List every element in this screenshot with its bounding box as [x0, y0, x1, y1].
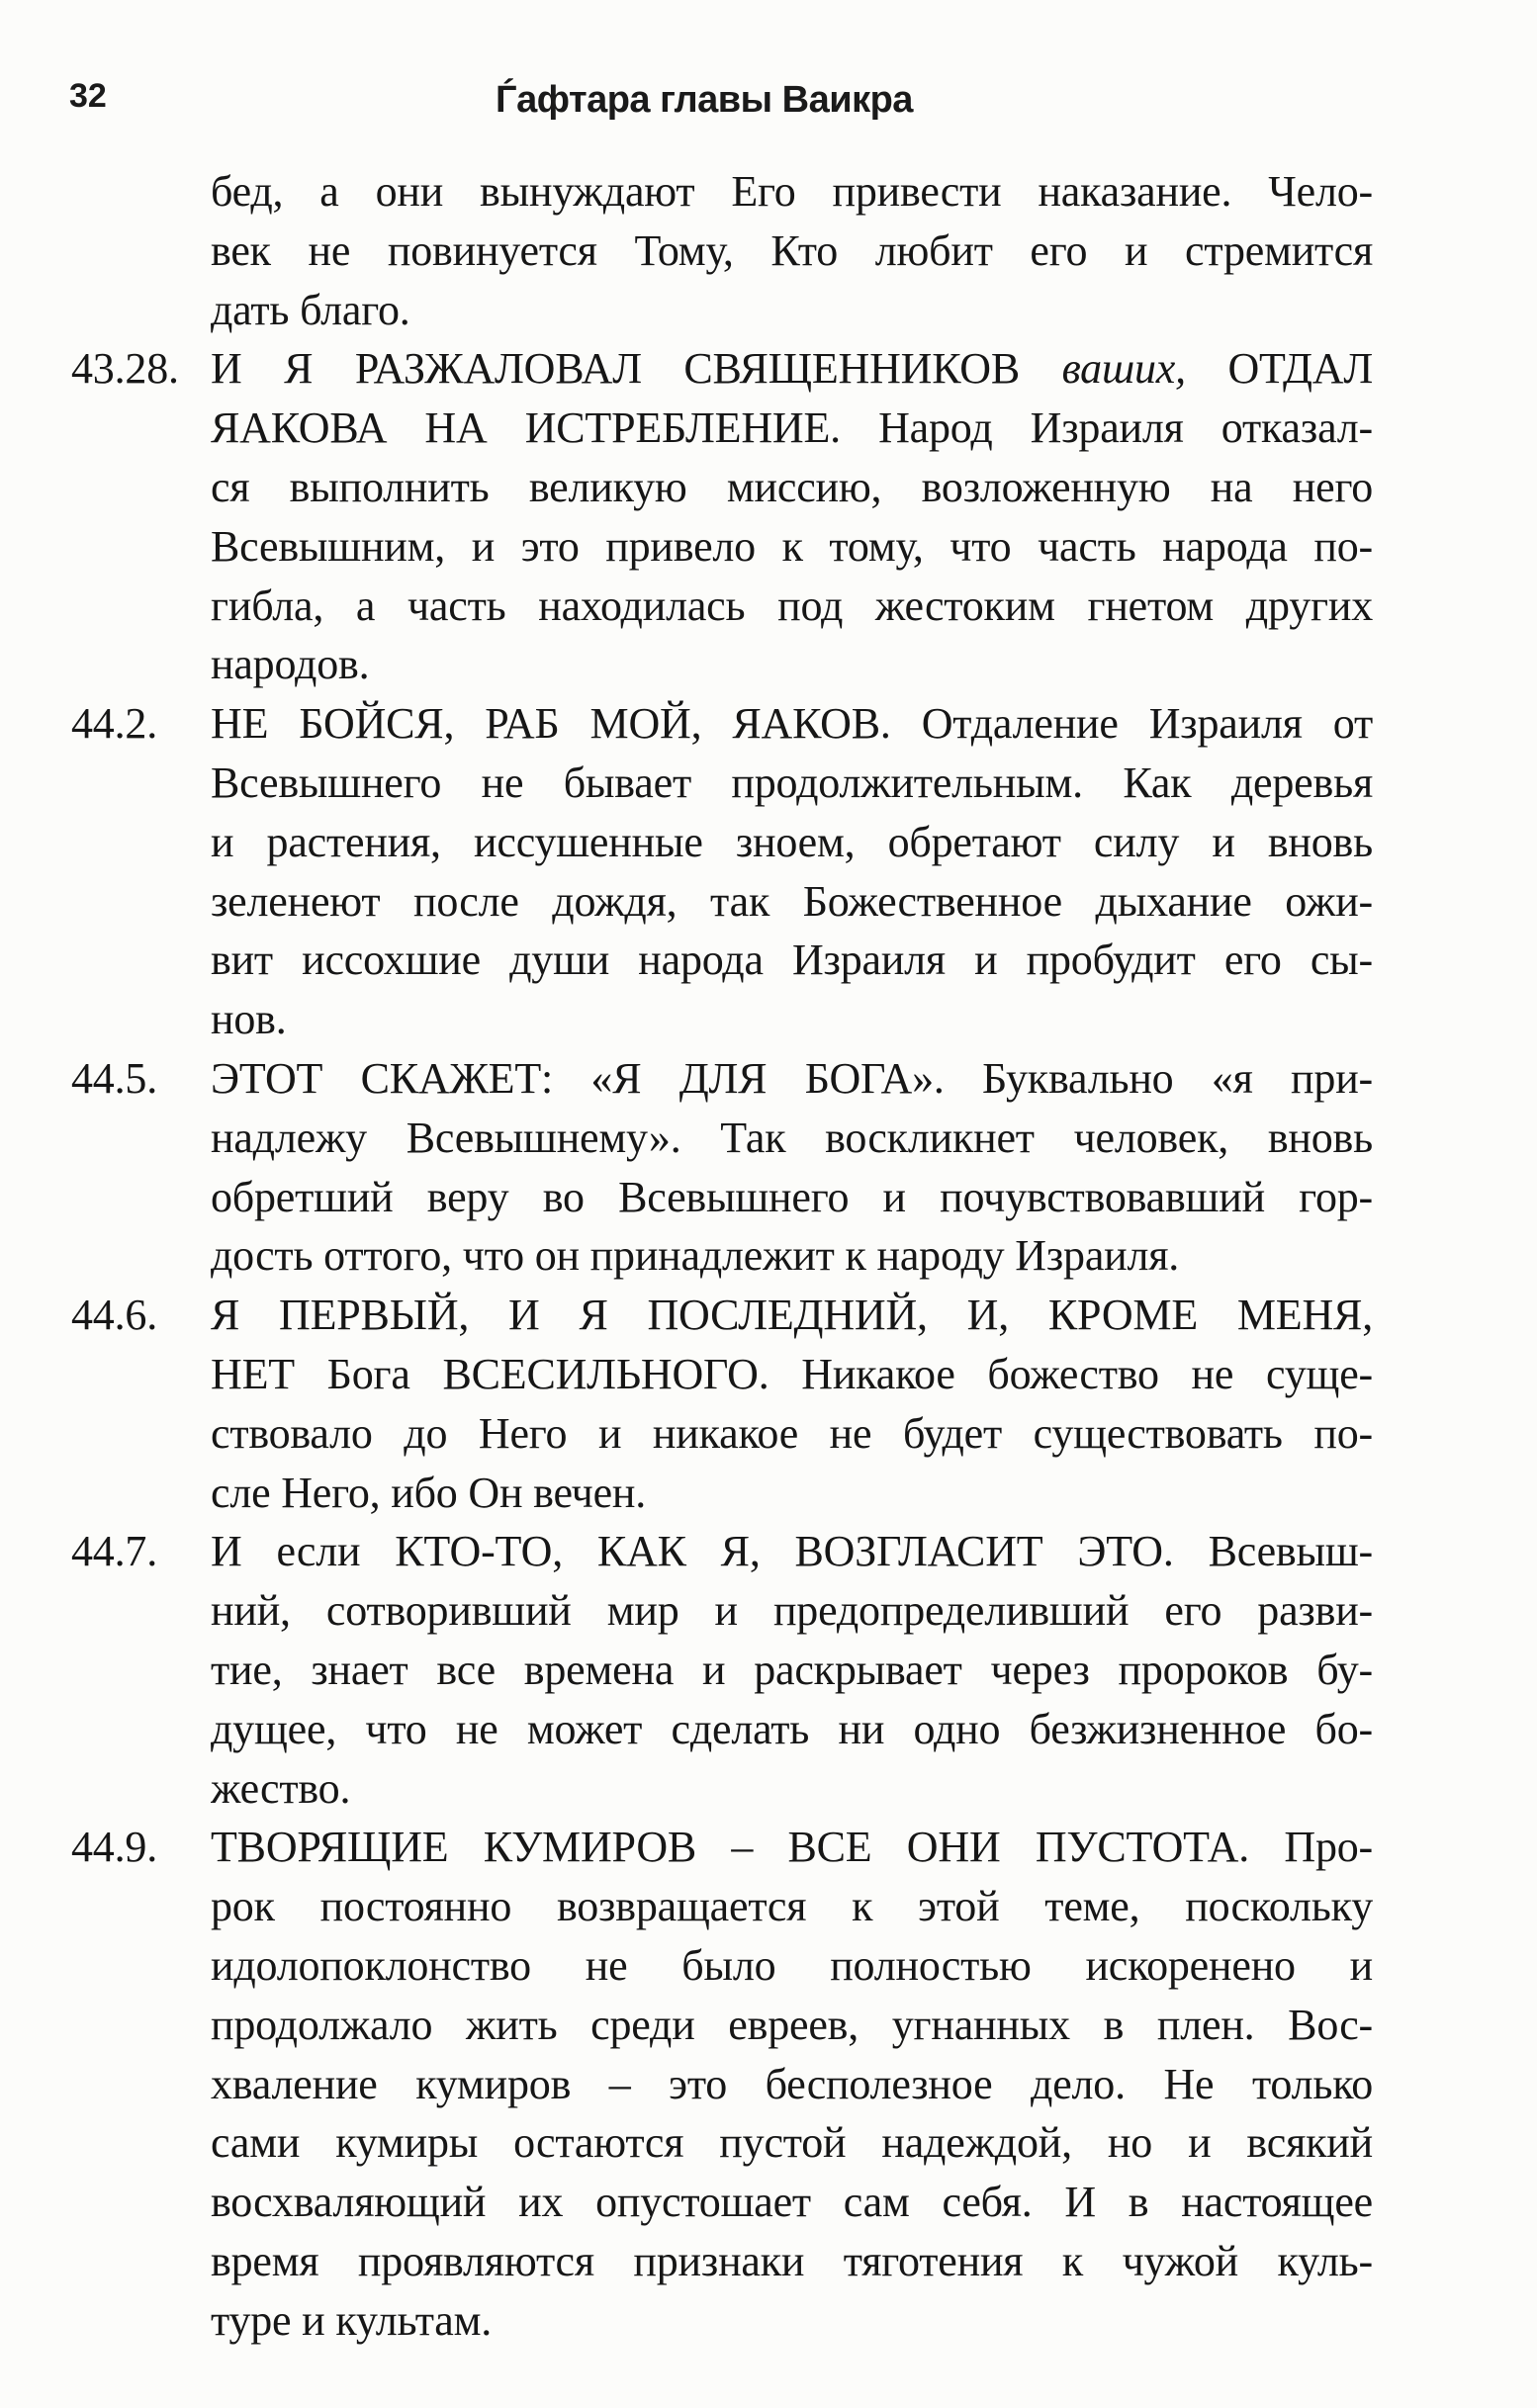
text-line	[211, 1877, 1373, 1936]
text-segment: век не повинуется Тому, Кто любит его и стремится	[211, 225, 1373, 275]
text-segment: обретший веру во Всевышнего и почувствовавший гор-	[211, 1172, 1373, 1221]
text-line	[211, 222, 1373, 281]
text-segment: хваление кумиров – это бесполезное дело. Не только	[211, 2059, 1373, 2108]
text-segment: Всевышним, и это привело к тому, что часть народа по-	[211, 521, 1373, 571]
text-segment: и растения, иссушенные зноем, обретают силу и вновь	[211, 817, 1373, 866]
text-segment: народов.	[211, 640, 370, 689]
text-segment: туре и культам.	[211, 2295, 493, 2345]
text-segment: И Я РАЗЖАЛОВАЛ СВЯЩЕННИКОВ	[211, 344, 1062, 394]
text-line	[211, 339, 1373, 399]
verse-text	[211, 1522, 1373, 1818]
verse-number: 44.6.	[71, 1291, 158, 1340]
verse-number: 44.9.	[71, 1823, 158, 1872]
verse-number	[71, 162, 211, 339]
text-line	[211, 635, 1373, 694]
text-line	[211, 1286, 1373, 1345]
verse-entry	[71, 339, 1373, 694]
text-line	[211, 813, 1373, 872]
text-line	[211, 1522, 1373, 1581]
text-segment: Всевышнего не бывает продолжительным. Как деревья	[211, 758, 1373, 807]
text-segment: ствовало до Него и никакое не будет существовать по-	[211, 1408, 1373, 1458]
text-segment: тие, знает все времена и раскрывает через пророков бу-	[211, 1645, 1373, 1694]
verse-text	[211, 1818, 1373, 2350]
text-line	[211, 1581, 1373, 1641]
verse-text	[211, 162, 1373, 339]
text-line	[211, 577, 1373, 636]
text-line	[211, 2291, 1373, 2351]
text-line	[211, 1996, 1373, 2055]
text-line	[211, 1464, 1373, 1523]
text-line	[211, 754, 1373, 813]
verse-number: 43.28.	[71, 344, 179, 394]
text-line	[211, 162, 1373, 222]
text-segment: ЯАКОВА НА ИСТРЕБЛЕНИЕ. Народ Израиля отказал-	[211, 403, 1373, 453]
text-segment: Я ПЕРВЫЙ, И Я ПОСЛЕДНИЙ, И, КРОМЕ МЕНЯ,	[211, 1291, 1373, 1340]
text-line	[211, 2055, 1373, 2114]
verse-entry	[71, 694, 1373, 1049]
text-line	[211, 1759, 1373, 1819]
text-line	[211, 1345, 1373, 1404]
verse-text	[211, 1286, 1373, 1522]
text-segment: ТВОРЯЩИЕ КУМИРОВ – ВСЕ ОНИ ПУСТОТА. Про-	[211, 1823, 1373, 1872]
page-header: Ѓафтара главы Ваикра	[496, 79, 913, 121]
text-segment: бед, а они вынуждают Его привести наказание. Чело-	[211, 167, 1373, 216]
page-number: 32	[69, 77, 107, 115]
text-segment: И если КТО-ТО, КАК Я, ВОЗГЛАСИТ ЭТО. Всевыш-	[211, 1527, 1373, 1576]
text-line	[211, 1049, 1373, 1109]
text-line	[211, 872, 1373, 932]
verse-number: 44.2.	[71, 699, 158, 749]
text-segment: ЭТОТ СКАЖЕТ: «Я ДЛЯ БОГА». Буквально «я при-	[211, 1053, 1373, 1103]
text-line	[211, 1818, 1373, 1877]
verse-entry	[71, 1286, 1373, 1522]
text-line	[211, 281, 1373, 340]
verse-text	[211, 694, 1373, 1049]
text-segment: рок постоянно возвращается к этой теме, поскольку	[211, 1882, 1373, 1931]
text-segment: жество.	[211, 1763, 351, 1813]
text-segment: сле Него, ибо Он вечен.	[211, 1468, 647, 1517]
text-line	[211, 1109, 1373, 1168]
text-segment: ний, сотворивший мир и предопределивший его разви-	[211, 1586, 1373, 1636]
verse-number: 44.5.	[71, 1053, 158, 1103]
text-line	[211, 1700, 1373, 1759]
text-line	[211, 1641, 1373, 1700]
verse-entry	[71, 1522, 1373, 1818]
text-line	[211, 458, 1373, 517]
text-line	[211, 1404, 1373, 1464]
text-segment: дущее, что не может сделать ни одно безжизненное бо-	[211, 1704, 1373, 1753]
text-segment: вит иссохшие души народа Израиля и пробудит его сы-	[211, 936, 1373, 985]
text-segment: гибла, а часть находилась под жестоким гнетом других	[211, 580, 1373, 630]
text-line	[211, 2232, 1373, 2291]
text-segment: ОТДАЛ	[1185, 344, 1373, 394]
verse-entries	[71, 162, 1373, 2350]
text-segment: надлежу Всевышнему». Так воскликнет человек, вновь	[211, 1113, 1373, 1162]
text-segment: восхваляющий их опустошает сам себя. И в настоящее	[211, 2178, 1373, 2227]
text-line	[211, 399, 1373, 458]
text-line	[211, 1168, 1373, 1227]
text-segment: нов.	[211, 995, 287, 1044]
text-segment: сами кумиры остаются пустой надеждой, но и всякий	[211, 2118, 1373, 2168]
text-line	[211, 931, 1373, 990]
text-segment: идолопоклонство не было полностью искоренено и	[211, 1940, 1373, 1990]
text-segment: НЕТ Бога ВСЕСИЛЬНОГО. Никакое божество не суще-	[211, 1349, 1373, 1398]
text-segment: время проявляются признаки тяготения к чужой куль-	[211, 2236, 1373, 2285]
text-segment: продолжало жить среди евреев, угнанных в плен. Вос-	[211, 2000, 1373, 2049]
text-line	[211, 517, 1373, 577]
emphasis-text: ваших,	[1061, 344, 1186, 394]
text-line	[211, 1226, 1373, 1286]
verse-entry	[71, 162, 1373, 339]
text-line	[211, 2173, 1373, 2232]
text-line	[211, 990, 1373, 1049]
verse-text	[211, 1049, 1373, 1286]
verse-text	[211, 339, 1373, 694]
verse-entry	[71, 1818, 1373, 2350]
text-segment: дать благо.	[211, 285, 410, 334]
text-segment: ся выполнить великую миссию, возложенную на него	[211, 462, 1373, 511]
text-segment: зеленеют после дождя, так Божественное дыхание ожи-	[211, 876, 1373, 926]
text-segment: НЕ БОЙСЯ, РАБ МОЙ, ЯАКОВ. Отдаление Израиля от	[211, 699, 1373, 749]
verse-entry	[71, 1049, 1373, 1286]
text-line	[211, 2113, 1373, 2173]
text-segment: дость оттого, что он принадлежит к народу Израиля.	[211, 1231, 1180, 1281]
verse-number: 44.7.	[71, 1527, 158, 1576]
text-line	[211, 694, 1373, 754]
text-line	[211, 1936, 1373, 1996]
